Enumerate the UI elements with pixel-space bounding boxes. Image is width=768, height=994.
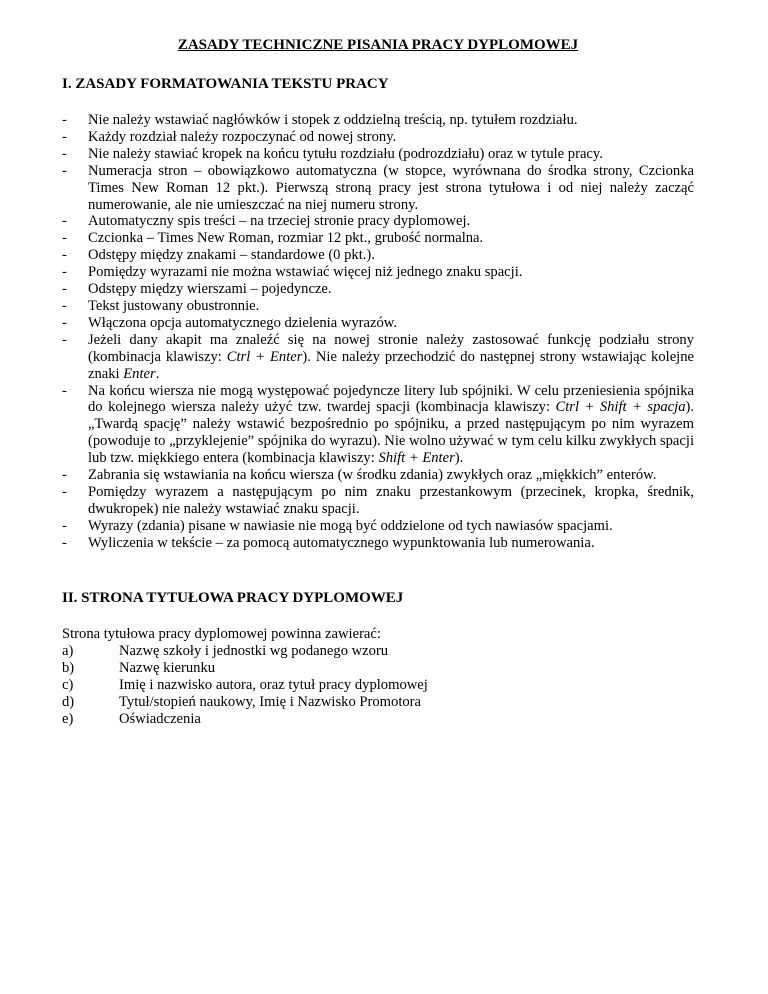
rule-text-segment: Wyliczenia w tekście – za pomocą automatycznego wypunktowania lub numerowania. [88,534,595,551]
bullet-dash: - [62,247,67,264]
rule-item [62,163,694,214]
rule-text-italic: Shift + Enter [378,450,455,467]
rule-item [62,332,694,383]
rule-item [62,129,694,146]
rule-text-segment: Jeżeli dany akapit ma znaleźć się na nowej stronie należy zastosować funkcję podziału strony (kombinacja klawiszy: [88,331,694,365]
title-page-intro: Strona tytułowa pracy dyplomowej powinna zawierać: [62,625,381,642]
rule-text-segment: Włączona opcja automatycznego dzielenia wyrazów. [88,314,398,331]
section-2-heading: II. STRONA TYTUŁOWA PRACY DYPLOMOWEJ [62,589,404,606]
bullet-dash: - [62,483,67,500]
bullet-dash: - [62,281,67,298]
rule-text [88,518,613,534]
element-letter: d) [62,693,75,710]
element-letter: b) [62,659,75,676]
rule-item [62,112,694,129]
rule-text [88,281,332,297]
title-page-element [62,677,694,694]
rule-item [62,264,694,281]
rule-text [88,247,375,263]
element-letter: c) [62,676,74,693]
rule-text [88,298,259,314]
rule-text [88,315,397,331]
bullet-dash: - [62,213,67,230]
formatting-rules-list [62,112,694,552]
rule-item [62,230,694,247]
rule-text-segment: Zabrania się wstawiania na końcu wiersza (w środku zdania) zwykłych oraz „miękkich” enterów. [88,467,657,484]
rule-text-italic: Enter [123,365,156,382]
rule-item [62,535,694,552]
rule-text [88,332,694,382]
rule-text-segment: Tekst justowany obustronnie. [88,297,260,314]
rule-text [88,213,470,229]
element-text: Nazwę szkoły i jednostki wg podanego wzoru [119,642,389,659]
rule-text-segment: ). Nie należy przechodzić do następnej strony wstawiając kolejne znaki [88,348,695,382]
rule-text-segment: . [155,365,160,382]
rule-text-segment: ). „Twardą spację” należy wstawić bezpośrednio po spójniku, a przed następującym po nim wyrazem (powoduje to „przyklejenie” spójnika do wyrazu). Nie wolno używać w tym celu kilku zwykłych spacji lub tzw. miękkiego entera (kombinacja klawiszy: [88,399,695,467]
rule-text-segment: Czcionka – Times New Roman, rozmiar 12 pkt., grubość normalna. [88,230,484,247]
title-page-element [62,694,694,711]
rule-text-segment: Automatyczny spis treści – na trzeciej stronie pracy dyplomowej. [88,213,471,230]
title-page-element [62,711,694,728]
bullet-dash: - [62,331,67,348]
title-page-element [62,660,694,677]
rule-item [62,484,694,518]
bullet-dash: - [62,297,67,314]
bullet-dash: - [62,534,67,551]
rule-text [88,535,594,551]
element-text: Nazwę kierunku [119,659,216,676]
element-letter: e) [62,710,74,727]
rule-text-segment: Nie należy stawiać kropek na końcu tytułu rozdziału (podrozdziału) oraz w tytule pracy. [88,145,603,162]
element-text: Imię i nazwisko autora, oraz tytuł pracy dyplomowej [119,676,428,693]
rule-item [62,281,694,298]
rule-text-segment: Na końcu wiersza nie mogą występować pojedyncze litery lub spójniki. W celu przeniesienia spójnika do kolejnego wiersza należy użyć tzw. twardej spacji (kombinacja klawiszy: [88,382,694,416]
section-1-heading: I. ZASADY FORMATOWANIA TEKSTU PRACY [62,76,389,92]
rule-text [88,129,396,145]
rule-text [88,146,603,162]
rule-text-segment: Pomiędzy wyrazem a następującym po nim znaku przestankowym (przecinek, kropka, średnik, dwukropek) nie należy wstawiać znaku spacji. [88,483,694,517]
bullet-dash: - [62,314,67,331]
bullet-dash: - [62,112,67,128]
rule-text-segment: Odstępy między wierszami – pojedyncze. [88,281,332,298]
rule-text-segment: Pomiędzy wyrazami nie można wstawiać więcej niż jednego znaku spacji. [88,264,523,281]
rule-item [62,146,694,163]
rule-item [62,383,694,468]
rule-text-segment: Wyrazy (zdania) pisane w nawiasie nie mogą być oddzielone od tych nawiasów spacjami. [88,517,613,534]
rule-item [62,298,694,315]
rule-text-segment: Każdy rozdział należy rozpoczynać od nowej strony. [88,128,397,145]
rule-text-italic: Ctrl + Enter [226,348,303,365]
rule-text [88,467,656,483]
rule-text-segment: Nie należy wstawiać nagłówków i stopek z oddzielną treścią, np. tytułem rozdziału. [88,112,578,128]
rule-text-segment: Odstępy między znakami – standardowe (0 pkt.). [88,247,375,264]
element-text: Oświadczenia [119,710,201,727]
title-page-elements-list [62,643,694,728]
bullet-dash: - [62,230,67,247]
rule-text [88,484,694,517]
title-page-element [62,643,694,660]
rule-item [62,518,694,535]
element-text: Tytuł/stopień naukowy, Imię i Nazwisko Promotora [119,693,422,710]
rule-item [62,315,694,332]
bullet-dash: - [62,145,67,162]
document-title: ZASADY TECHNICZNE PISANIA PRACY DYPLOMOWEJ [177,37,579,53]
rule-text-italic: Ctrl + Shift + spacja [555,399,686,416]
rule-text [88,163,694,213]
rule-text [88,112,578,128]
rule-text [88,383,694,467]
section-spacer [62,552,694,589]
rule-item [62,247,694,264]
rule-text-segment: Numeracja stron – obowiązkowo automatyczna (w stopce, wyrównana do środka strony, Czcionka Times New Roman 12 pkt.). Pierwszą stroną pracy jest strona tytułowa i od niej należy zacząć numerowanie, ale nie umieszczać na niej numeru strony. [88,162,694,213]
bullet-dash: - [62,382,67,399]
bullet-dash: - [62,467,67,484]
bullet-dash: - [62,162,67,179]
rule-text [88,230,483,246]
rule-item [62,467,694,484]
rule-text [88,264,522,280]
rule-text-segment: ). [454,450,464,467]
bullet-dash: - [62,517,67,534]
bullet-dash: - [62,264,67,281]
bullet-dash: - [62,128,67,145]
element-letter: a) [62,642,74,659]
rule-item [62,213,694,230]
